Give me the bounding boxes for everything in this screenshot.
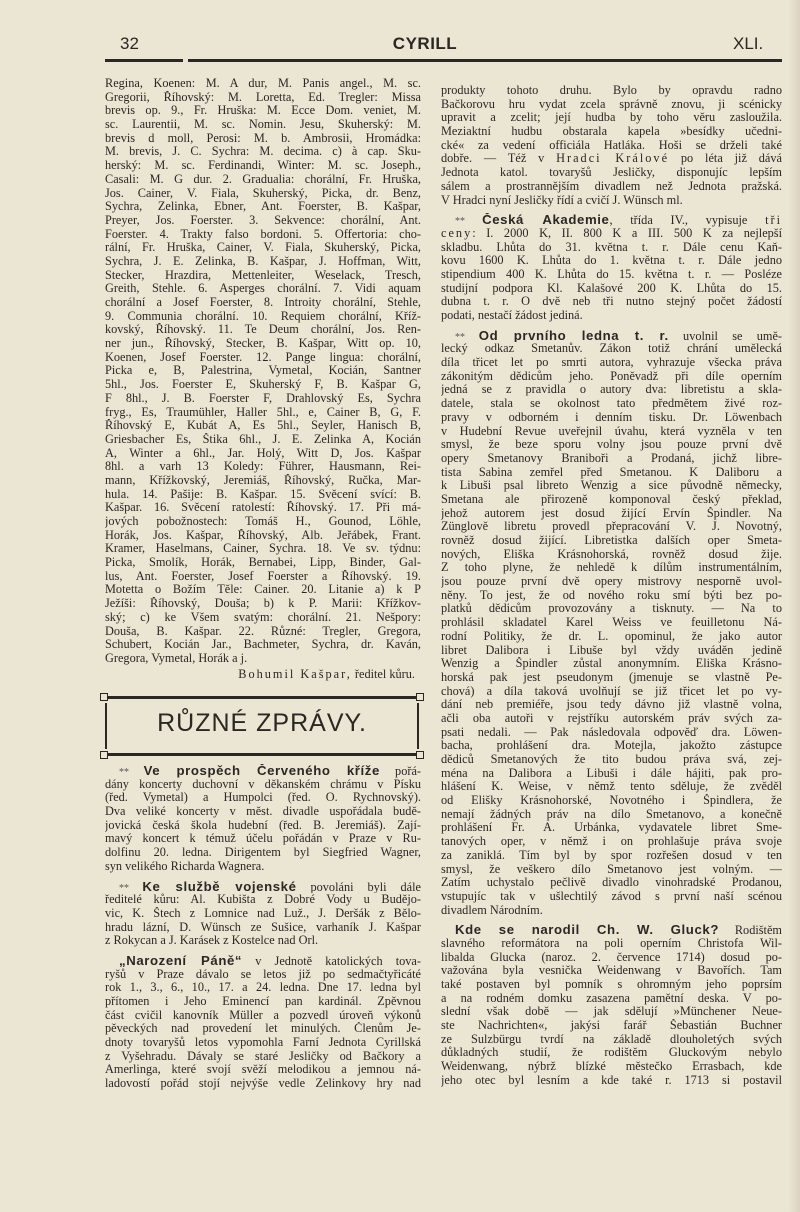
text-line: díla třicet let po smrti autora, vyhrazuje všecka práva <box>441 356 782 370</box>
text-line: ména na Dalibora a Libuši i dále hájiti, pak pro- <box>441 766 782 780</box>
text-line: cké« za vedení officiála Hatláka. Hoši se drželi také <box>441 138 782 152</box>
text-line: Koenen, Josef Foerster. 12. Pange lingua: chorální, <box>105 350 421 364</box>
text-line: v Hudební Revue uveřejnil úvahu, která vyzněla v ten <box>441 424 782 438</box>
text-line: Regina, Koenen: M. A dur, M. Panis angel., M. sc. <box>105 77 421 90</box>
text-line: Sychra, Zelinka, Ebner, Ant. Foerster, B. Kašpar, <box>105 200 421 214</box>
corner-ornament <box>100 693 108 701</box>
text-segment: povoláni byli dále <box>296 879 421 894</box>
text-line: vstupujíc tak v ušlechtilý závod s první naší scénou <box>441 889 782 903</box>
article-paragraph <box>105 954 421 1091</box>
text-line <box>105 764 421 778</box>
article-heading: Kde se narodil Ch. W. Gluck? <box>455 923 719 937</box>
text-line: Wenzig a Špindler zůstal anonymním. Eliška Krásno- <box>441 657 782 671</box>
text-line: rovněž dosud žijící. Libretistka dalších oper Smeta- <box>441 534 782 547</box>
text-segment: tři <box>765 213 782 227</box>
article-heading: Česká Akademie <box>482 213 610 227</box>
text-line: prohlášení Fr. A. Urbánka, vydavatele libret Sme- <box>441 821 782 835</box>
text-line: Jednota katol. tovaryšů Jesličky, disponujíc lepším <box>441 166 782 180</box>
text-line: hula. 14. Pašije: B. Kašpar. 15. Svěcení svící: B. <box>105 487 421 501</box>
right-column <box>441 84 782 1088</box>
text-line: 8hl. a varh 13 Koledy: Führer, Hausmann, Rei- <box>105 460 421 474</box>
text-line: jeho otec byl lesním a kde také r. 1713 si postavil <box>441 1073 782 1087</box>
text-line: brevis d moll, Perosi: M. b. Ambrosii, Hromádka: <box>105 131 421 145</box>
asterisk-marker: ** <box>455 216 483 227</box>
text-line: ředitelé kůru: Al. Kubišta z Dobré Vody u Budějo- <box>105 893 421 907</box>
journal-title: CYRILL <box>392 34 458 53</box>
text-line: Greith, Stehle. 6. Asperges chorální. 7. Vidi aquam <box>105 282 421 296</box>
signature <box>105 667 415 682</box>
text-line: přítomen i Jeho Eminencí pan kardinál. Zpěvnou <box>105 995 421 1008</box>
text-line: 9. Communia chorální. 10. Requiem chorální, Kříž- <box>105 309 421 323</box>
text-line: jsou pouze první dvě opery mistrovy nesporně uvol- <box>441 575 782 589</box>
text-line: M. brevis, J. C. Sychra: M. decima. c) à cap. Sku- <box>105 145 421 159</box>
signature-name: Bohumil Kašpar, <box>238 667 352 681</box>
text-line: rální, Fr. Hruška, Cainer, V. Fiala, Skuherský, Picka, <box>105 241 421 255</box>
text-line: V Hradci nyní Jesličky řídí a cvičí J. Wünsch ml. <box>441 193 683 207</box>
text-line <box>105 954 421 968</box>
text-line: libret Dalibora i Libuše byl vždy uváděn jedině <box>441 643 782 657</box>
text-line: ský; c) ke Všem svatým: chorální. 21. Nešpory: <box>105 610 421 624</box>
text-line: chorální a Josef Foerster, 8. Introity chorální, Stehle, <box>105 296 421 309</box>
text-line: jovická česká škola hudební (řed. B. Jeremiáš). Zají- <box>105 818 421 832</box>
text-line: jehož autorem jest dosud žijící Ervín Špindler. Na <box>441 506 782 520</box>
text-line: dolfinu 20. ledna. Dirigentem byl Siegfried Wagner, <box>105 846 421 860</box>
text-line: lus, Ant. Foerster, Josef Foerster a Říhovský. 19. <box>105 569 421 583</box>
text-line: syn velikého Richarda Wagnera. <box>105 859 265 873</box>
text-line: 5hl., Jos. Foerster E, Skuherský F, B. Kašpar G, <box>105 378 421 392</box>
article-paragraph <box>441 213 782 323</box>
text-line: Z toho plyne, že nehledě k dílům instrumentálním, <box>441 561 782 575</box>
text-segment: pořá- <box>379 764 421 778</box>
article-paragraph <box>441 329 782 918</box>
text-line: kovu 1600 K. Lhůta do 1. května t. r. Dále jedno <box>441 254 782 268</box>
asterisk-marker: ** <box>119 767 144 778</box>
text-line: ze Sulzbürgu tvrdí na základě dlouholetých svých <box>441 1032 782 1046</box>
signature-title: ředitel kůru. <box>354 667 415 681</box>
text-line: platků dědicům provozovány a tisknuty. — Na to <box>441 602 782 616</box>
text-line: lecký odkaz Smetanův. Zákon totiž chrání umělecká <box>441 342 782 356</box>
text-line: chová) a díla taková uvolňují se již třicet let po vy- <box>441 684 782 698</box>
text-line: upravit a zcelit; její hudba by toho věru zasloužila. <box>441 111 782 125</box>
text-segment: , třída IV., vypisuje <box>609 213 766 227</box>
text-line: dány koncerty duchovní v děkanském chrámu v Písku <box>105 777 421 791</box>
asterisk-marker: ** <box>455 331 479 343</box>
text-line: část cvičil kanovník Müller a pozvedl úroveň výkonů <box>105 1008 421 1022</box>
text-line: vic, K. Štech z Lomnice nad Luž., J. Deršák z Bělo- <box>105 906 421 920</box>
text-line: važována byla vesnička Weidenwang v Bavořích. Tam <box>441 964 782 978</box>
text-line: Picka e, B, Palestrina, Vymetal, Kocián, Santner <box>105 364 421 378</box>
text-line: prohlásil skladatel Karel Weiss ve feuilletonu Ná- <box>441 616 782 630</box>
text-line: bacha, prohlášení dra. Motejla, jakožto zástupce <box>441 739 782 753</box>
text-line: horská pak jest pseudonym (jmenuje se vlastně Pe- <box>441 670 782 684</box>
text-segment: : I. 2000 K, II. 800 K a III. 500 K za nejlepší <box>472 226 782 240</box>
text-line: k Libuši psal libreto Wenzig a sice původně německy, <box>441 479 782 493</box>
text-line: Ježíši: Říhovský, Douša; b) k P. Marii: Křížkov- <box>105 597 421 611</box>
text-line: nemají žádných práv na dílo Smetanovo, a konečně <box>441 807 782 821</box>
article-paragraph <box>105 880 421 948</box>
corner-ornament <box>100 751 108 759</box>
text-line: brevis op. 9., Fr. Hruška: M. Ecce Dom. veniet, M. <box>105 104 421 118</box>
text-line: dubna t. r. O dvě neb tři nutno stejný počet žádostí <box>441 295 782 309</box>
text-line: za zaniklá. Tím byl by spor rozřešen dosud v ten <box>441 848 782 862</box>
text-line: sc. Laurentii, M. sc. Nomin. Jesu, Skuherský: M. <box>105 118 421 132</box>
text-line: Amerlinga, které svojí svěží melodikou a jemnou ná- <box>105 1063 421 1077</box>
text-line: sálem a prostrannějším divadlem než Jednota pražská. <box>441 179 782 193</box>
text-line: ladovostí pořád stojí nejvýše vedle Zelinkovy hry nad <box>105 1077 421 1091</box>
text-line: studijní podpora Kl. Kalašové 200 K. Lhůta do 15. <box>441 281 782 295</box>
text-line: produkty tohoto druhu. Bylo by opravdu radno <box>441 84 782 97</box>
corner-ornament <box>416 751 424 759</box>
left-column-news <box>105 764 421 1091</box>
text-segment: uvolnil se umě- <box>668 328 782 343</box>
article-heading: Ke službě vojenské <box>142 879 297 894</box>
text-line: hradu lázní, D. Wünsch ze Sušice, varhaník J. Kašpar <box>105 920 421 934</box>
article-heading: „Narození Páně“ <box>119 953 243 968</box>
text-segment: po léta již dává <box>669 152 782 166</box>
text-line: kovský, Říhovský. 11. Te Deum chorální, Jos. Ren- <box>105 323 421 337</box>
text-line: smysl, že veškero dílo Smetanovo jest volným. — <box>441 862 782 876</box>
text-line: opery Smetanovy Braniboři a Prodaná, jichž libre- <box>441 451 782 465</box>
text-line: důkladných studií, že rodištěm Gluckovým nebylo <box>441 1046 782 1060</box>
header-rule-left <box>105 59 183 62</box>
text-line: Sychra, J. E. Zelinka, B. Kašpar, J. Hoffman, Witt, <box>105 254 421 268</box>
text-line: Kramer, Haselmans, Cainer, Sychra. 18. Ve sv. týdnu: <box>105 542 421 556</box>
left-column <box>105 77 421 666</box>
text-line: Douša, B. Kašpar. 22. Různé: Tregler, Gregora, <box>105 624 421 638</box>
text-line: datele, stala se okolnost tato předmětem živé roz- <box>441 397 782 411</box>
text-line: Horák, Jos. Kašpar, Říhovský, Alb. Jeřábek, Frant. <box>105 528 421 542</box>
text-line: herský: M. sc. Ferdinandi, Winter: M. sc. Joseph., <box>105 159 421 173</box>
asterisk-marker: ** <box>119 882 143 894</box>
text-line <box>441 227 782 241</box>
text-line: Říhovský E, Kubát A, Es 5hl., Seyler, Hanisch B, <box>105 419 421 433</box>
text-line: pěveckých nad provedení let minulých. Členům Je- <box>105 1022 421 1036</box>
text-line: Picka, Smolík, Horák, Bernabei, Lipp, Binder, Gal- <box>105 556 421 570</box>
text-line: Motetta o Božím Těle: Cainer. 20. Litanie a) k P <box>105 583 421 597</box>
text-line: Preyer, Jos. Foerster. 3. Sekvence: chorální, Ant. <box>105 213 421 227</box>
text-segment: ceny <box>441 226 473 240</box>
text-segment: dobře. — Též v <box>441 152 557 166</box>
text-line: Dva veliké koncerty v měst. divadle uspořádala budě- <box>105 805 421 819</box>
text-line: dědiců Smetanových že tito budou práva svá, zej- <box>441 753 782 766</box>
text-line: dání neb premiéře, jsou tedy dávno již vlastně volna, <box>441 698 782 712</box>
text-line: rok 1., 3., 6., 10., 17. a 24. ledna. Dne 17. ledna byl <box>105 981 421 995</box>
text-line <box>105 880 421 894</box>
text-line: Zünglově libretu provedl přepracování V. J. Novotný, <box>441 520 782 534</box>
text-line: slavného reformátora na poli operním Christofa Wil- <box>441 936 782 950</box>
text-line: Weidenwang, nýbrž blízké městečko Errasbach, kde <box>441 1060 782 1074</box>
page-edge <box>788 0 800 1212</box>
text-line: Gregorii, Říhovský: M. Loretta, Ed. Tregler: Missa <box>105 90 421 104</box>
text-line: (řed. Vymetal) a Humpolci (řed. O. Rychnovský). <box>105 791 421 805</box>
text-line: Casali: M. G dur. 2. Gradualia: chorální, Fr. Hruška, <box>105 172 421 186</box>
corner-ornament <box>416 693 424 701</box>
section-heading: RŮZNÉ ZPRÁVY. <box>157 709 367 737</box>
text-line: Kašpar. 16. Svěcení ratolestí: Říhovský. 17. Při má- <box>105 501 421 515</box>
article-heading: Ve prospěch Červeného kříže <box>143 764 380 778</box>
text-line: také postaven byl pomník s ohromným jeho poprsím <box>441 978 782 991</box>
text-line: F 8hl., J. B. Foerster F, Drahlovský Es, Sychra <box>105 391 421 405</box>
text-line: smysl, že beze sporu volny jsou pouze první dvě <box>441 438 782 452</box>
text-line: jových pobožnostech: Tomáš H., Gounod, Löhle, <box>105 515 421 528</box>
text-line <box>441 329 782 343</box>
text-line: hlášení K. Weise, v němž tento sděluje, že zvěděl <box>441 780 782 794</box>
text-line: divadlem Národním. <box>441 903 543 917</box>
text-line: Meziaktní hudbu obstarala kapela »besídky učedni- <box>441 125 782 139</box>
text-line: rodní Politiky, že dr. L. opominul, že jako autor <box>441 629 782 643</box>
text-line: pravy v odborném i denním tisku. Dr. Löwenbach <box>441 410 782 424</box>
article-paragraph <box>441 84 782 207</box>
text-line: libalda Glucka (naroz. 2. července 1714) dosud po- <box>441 950 782 964</box>
text-line: zákonitým dědicům jeho. Poněvadž při díle operním <box>441 369 782 383</box>
text-line: Smetana ale přirozeně komponoval český překlad, <box>441 492 782 506</box>
text-line <box>441 923 782 937</box>
text-line: mann, Křížkovský, Jeremiáš, Říhovský, Ručka, Mar- <box>105 473 421 487</box>
text-line: ste Nachrichten«, jakýsi farář Šebastián Buchner <box>441 1019 782 1033</box>
text-line: Bačkorovu hru vydat zcela správně znovu, ji scénicky <box>441 97 782 111</box>
text-line: Gregora, Vymetal, Horák a j. <box>105 651 248 665</box>
text-line: ryšů v Praze dávalo se letos již po sedmačtyřicáté <box>105 967 421 981</box>
text-line: Foerster. 4. Trakty falso bordoni. 5. Offertoria: cho- <box>105 227 421 241</box>
text-line: od Elišky Krásnohorské, Novotného i Špindlera, že <box>441 794 782 808</box>
text-segment: v Jednotě katolických tova- <box>242 953 421 968</box>
section-heading-box <box>103 696 421 756</box>
text-line: dnoty tovaryšů letos vypomohla Farní Jednota Cyrillská <box>105 1036 421 1050</box>
text-line: Zatím uchystalo pečlivě divadlo vinohradské Prodanou, <box>441 876 782 890</box>
text-line: fryg., Es, Traumühler, Haller 5hl., e, Cainer B, G, F. <box>105 405 421 419</box>
text-line: Stecker, Hrazdira, Mettenleiter, Weselack, Tresch, <box>105 268 421 282</box>
article-paragraph <box>105 764 421 874</box>
text-line: a na rodném domku zasazena pamětní deska. V po- <box>441 991 782 1005</box>
text-line: Schubert, Kocián Jar., Bachmeter, Sychra, dr. Kaván, <box>105 638 421 652</box>
page-number: 32 <box>120 34 139 53</box>
text-line: Jos. Cainer, V. Fiala, Skuherský, Picka, dr. Benz, <box>105 186 421 200</box>
text-line: něny. To jest, že od nového roku smí býti bez po- <box>441 588 782 602</box>
text-line: Griesbacher Es, Štika 6hl., J. E. Zelinka A, Kocián <box>105 432 421 446</box>
volume-number: XLI. <box>733 34 764 53</box>
text-line: tanových oper, v němž i on prohlašuje práva svoje <box>441 835 782 849</box>
text-line: podati, nestačí žádost jediná. <box>441 309 583 322</box>
text-line: slední však době — jak sdělují »Münchener Neue- <box>441 1005 782 1019</box>
text-line: skladbu. Lhůta do 31. května t. r. Dále cenu Kaň- <box>441 240 782 254</box>
text-segment: Hradci Králové <box>556 152 670 166</box>
text-line: tista Sabina zemřel před Smetanou. K Daliboru a <box>441 465 782 479</box>
text-line: A, Winter a 6hl., Jar. Holý, Witt D, Jos. Kašpar <box>105 446 421 460</box>
header-rule-main <box>188 59 782 62</box>
text-line: ačli oba autoři v rejstříku autorském práv svých za- <box>441 711 782 725</box>
text-line <box>441 152 782 166</box>
text-line: psati nedali. — Pak následovala odpověď dra. Löwen- <box>441 725 782 739</box>
text-line <box>441 213 782 227</box>
text-line: jedná se z pravidla o autory dva: libretistu a skla- <box>441 383 782 397</box>
text-line: stipendium 400 K. Lhůta do 15. května t. r. — Posléze <box>441 267 782 281</box>
text-line: nových, Eliška Krásnohorská, rovněž dosud žije. <box>441 547 782 561</box>
text-line: z Vyšehradu. Dávaly se staré Jesličky od Bačkory a <box>105 1049 421 1063</box>
text-segment: Rodištěm <box>718 923 782 937</box>
article-paragraph <box>105 77 421 666</box>
text-line: ner jun., Říhovský, Stecker, B. Kašpar, Witt op. 10, <box>105 337 421 351</box>
text-line: mavý koncert k témuž účelu pořádán v Praze v Ru- <box>105 832 421 846</box>
article-heading: Od prvního ledna t. r. <box>478 328 669 343</box>
text-line: z Rokycan a J. Karásek z Kostelce nad Orl. <box>105 934 319 948</box>
article-paragraph <box>441 923 782 1087</box>
